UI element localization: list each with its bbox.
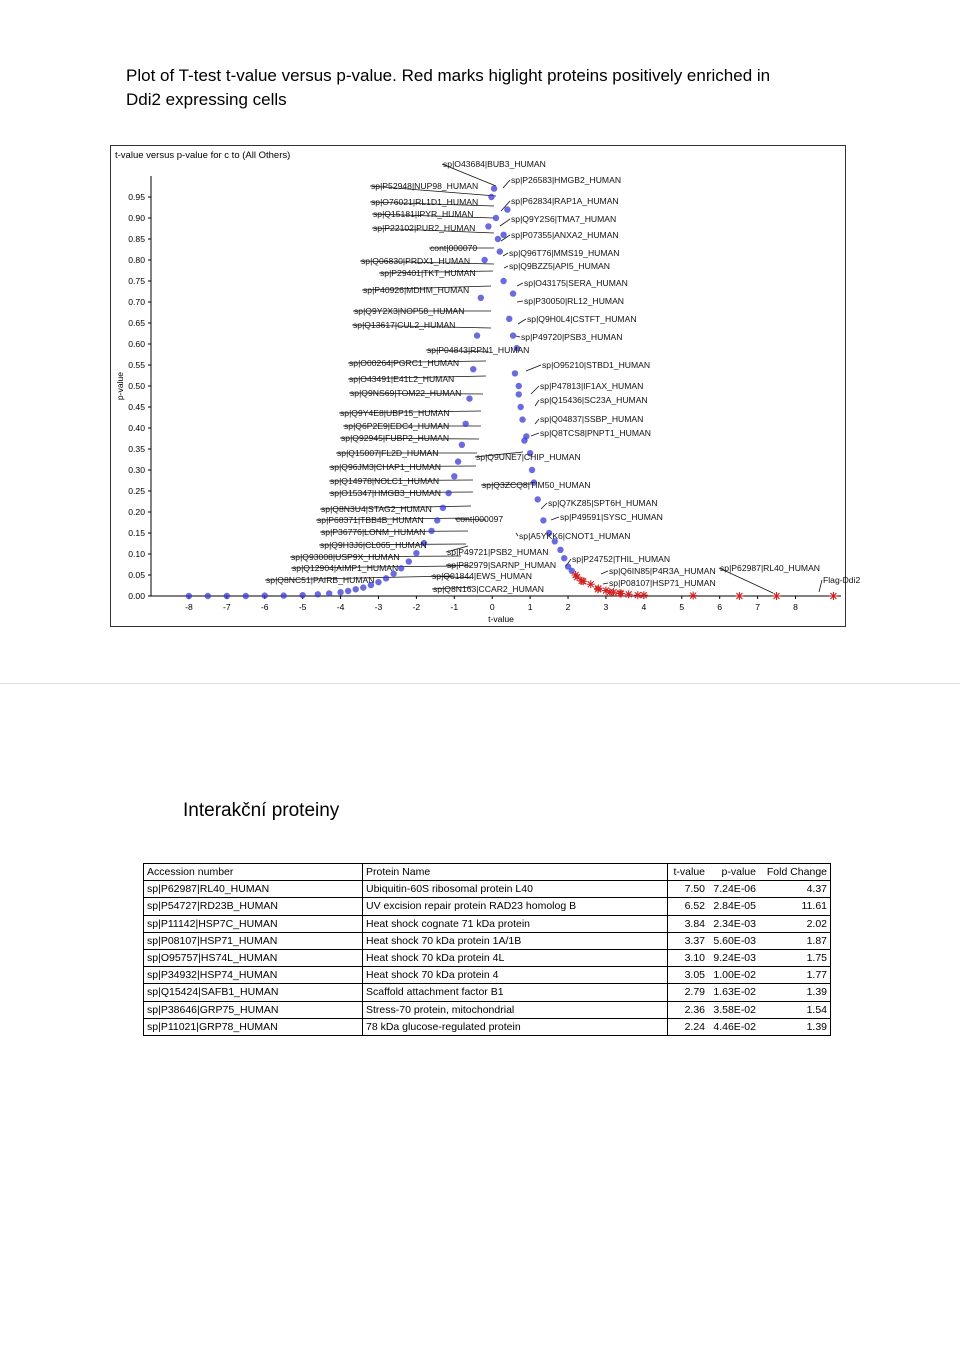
point-annotation: sp|Q6IN85|P4R3A_HUMAN [609, 566, 716, 576]
y-tick-label: 0.35 [128, 444, 145, 454]
data-point [478, 295, 484, 301]
point-annotation: sp|Q7KZ85|SPT6H_HUMAN [548, 498, 658, 508]
data-point [557, 547, 563, 553]
data-point [398, 565, 404, 571]
point-annotation: Flag-Ddi2 [823, 575, 861, 585]
annotation-leader [819, 580, 822, 592]
cell-t-value: 2.79 [668, 984, 709, 1001]
cell-fold-change: 1.39 [759, 1018, 831, 1035]
enriched-data-point [587, 580, 595, 588]
cell-fold-change: 2.02 [759, 915, 831, 932]
x-tick-label: -6 [260, 602, 269, 612]
data-point [510, 332, 516, 338]
annotation-leader [603, 583, 608, 584]
table-row [144, 1018, 831, 1035]
table-header-row [144, 864, 831, 881]
enriched-data-point [625, 590, 633, 598]
volcano-plot [111, 146, 861, 626]
cell-fold-change: 1.54 [759, 1001, 831, 1018]
point-annotation: sp|P40926|MDHM_HUMAN [363, 285, 470, 295]
cell-accession: sp|P08107|HSP71_HUMAN [144, 932, 363, 949]
point-annotation: sp|P68371|TBB4B_HUMAN [317, 515, 424, 525]
data-point [512, 370, 518, 376]
enriched-data-point [735, 592, 743, 600]
cell-protein-name: UV excision repair protein RAD23 homolog B [363, 898, 668, 915]
x-tick-label: 7 [755, 602, 760, 612]
cell-fold-change: 1.87 [759, 932, 831, 949]
data-point [493, 215, 499, 221]
x-tick-label: -5 [298, 602, 307, 612]
cell-protein-name: Heat shock cognate 71 kDa protein [363, 915, 668, 932]
cell-protein-name: Heat shock 70 kDa protein 1A/1B [363, 932, 668, 949]
annotation-leader [503, 180, 510, 188]
point-annotation: sp|Q8TCS8|PNPT1_HUMAN [540, 428, 651, 438]
y-tick-label: 0.40 [128, 423, 145, 433]
col-header-t-value: t-value [668, 864, 709, 881]
x-tick-label: -3 [374, 602, 383, 612]
data-point [466, 395, 472, 401]
col-header-fold-change: Fold Change [759, 864, 831, 881]
point-annotation: sp|Q9H0L4|CSTFT_HUMAN [527, 314, 637, 324]
cell-accession: sp|P62987|RL40_HUMAN [144, 881, 363, 898]
data-point [491, 185, 497, 191]
annotation-leader [526, 365, 541, 371]
data-point [445, 490, 451, 496]
data-point [337, 589, 343, 595]
point-annotation: sp|P62987|RL40_HUMAN [720, 563, 821, 573]
x-axis-label: t-value [488, 614, 514, 624]
enriched-data-point [594, 585, 602, 593]
point-annotation: sp|Q9Y4E8|UBP15_HUMAN [340, 408, 450, 418]
x-tick-label: 4 [641, 602, 647, 612]
y-tick-label: 0.65 [128, 318, 145, 328]
point-annotation: sp|P30050|RL12_HUMAN [524, 296, 625, 306]
table-row [144, 898, 831, 915]
data-point [205, 593, 211, 599]
point-annotation: sp|Q14978|NOLC1_HUMAN [330, 476, 440, 486]
cell-accession: sp|P38646|GRP75_HUMAN [144, 1001, 363, 1018]
data-point [406, 558, 412, 564]
point-annotation: sp|O00264|PGRC1_HUMAN [349, 358, 460, 368]
enriched-data-point [606, 588, 614, 596]
volcano-plot-figure [110, 145, 861, 627]
x-tick-label: 8 [793, 602, 798, 612]
point-annotation: sp|O43175|SERA_HUMAN [524, 278, 628, 288]
data-point [186, 593, 192, 599]
table-row [144, 984, 831, 1001]
point-annotation: sp|P49591|SYSC_HUMAN [560, 512, 663, 522]
cell-protein-name: Scaffold attachment factor B1 [363, 984, 668, 1001]
point-annotation: sp|P04843|RPN1_HUMAN [427, 345, 530, 355]
enriched-data-point [689, 592, 697, 600]
cell-t-value: 3.84 [668, 915, 709, 932]
cell-fold-change: 1.75 [759, 949, 831, 966]
cell-p-value: 5.60E-03 [708, 932, 759, 949]
x-tick-label: 3 [603, 602, 609, 612]
y-tick-label: 0.75 [128, 276, 145, 286]
point-annotation: sp|P08107|HSP71_HUMAN [609, 578, 716, 588]
y-tick-label: 0.60 [128, 339, 145, 349]
data-point [440, 505, 446, 511]
data-point [485, 223, 491, 229]
page-heading [126, 64, 846, 112]
point-annotation: sp|P22102|PUR2_HUMAN [373, 223, 476, 233]
point-annotation: sp|P49720|PSB3_HUMAN [521, 332, 623, 342]
data-point [315, 591, 321, 597]
x-tick-label: -1 [450, 602, 459, 612]
heading-line-1: Plot of T-test t-value versus p-value. Red marks higlight proteins positively enriched in [126, 66, 771, 85]
table-row [144, 932, 831, 949]
data-point [434, 517, 440, 523]
data-point [353, 586, 359, 592]
cell-protein-name: Heat shock 70 kDa protein 4 [363, 967, 668, 984]
x-tick-label: 5 [679, 602, 685, 612]
y-tick-label: 0.05 [128, 570, 145, 580]
point-annotation: sp|Q96JM3|CHAP1_HUMAN [330, 462, 441, 472]
data-point [495, 236, 501, 242]
point-annotation: sp|P24752|THIL_HUMAN [572, 554, 671, 564]
cell-protein-name: Stress-70 protein, mitochondrial [363, 1001, 668, 1018]
data-point [516, 391, 522, 397]
col-header-p-value: p-value [708, 864, 759, 881]
cell-fold-change: 11.61 [759, 898, 831, 915]
x-tick-label: 2 [565, 602, 571, 612]
x-tick-label: -7 [222, 602, 231, 612]
cell-accession: sp|O95757|HS74L_HUMAN [144, 949, 363, 966]
data-point [375, 579, 381, 585]
cell-p-value: 2.34E-03 [708, 915, 759, 932]
cell-protein-name: Ubiquitin-60S ribosomal protein L40 [363, 881, 668, 898]
enriched-data-point [616, 589, 624, 597]
data-point [299, 592, 305, 598]
point-annotation: sp|P26583|HMGB2_HUMAN [511, 175, 622, 185]
data-point [500, 232, 506, 238]
point-annotation: sp|P82979|SARNP_HUMAN [447, 560, 557, 570]
col-header-protein-name: Protein Name [363, 864, 668, 881]
data-point [517, 404, 523, 410]
point-annotation: sp|P29401|TKT_HUMAN [380, 268, 476, 278]
y-tick-label: 0.55 [128, 360, 145, 370]
data-point [510, 290, 516, 296]
annotation-leader [535, 419, 539, 424]
y-tick-label: 0.00 [128, 591, 145, 601]
data-point [519, 416, 525, 422]
point-annotation: sp|P52948|NUP98_HUMAN [371, 181, 479, 191]
data-point [521, 437, 527, 443]
annotation-leader [541, 503, 547, 509]
cell-p-value: 9.24E-03 [708, 949, 759, 966]
cell-t-value: 3.10 [668, 949, 709, 966]
cell-accession: sp|Q15424|SAFB1_HUMAN [144, 984, 363, 1001]
point-annotation: sp|Q9H3J6|CL065_HUMAN [320, 540, 427, 550]
annotation-leader [517, 283, 523, 286]
annotation-leader [531, 386, 539, 394]
point-annotation: sp|Q9Y2S6|TMA7_HUMAN [511, 214, 617, 224]
data-point [462, 421, 468, 427]
data-point [459, 442, 465, 448]
y-tick-label: 0.10 [128, 549, 145, 559]
data-point [428, 528, 434, 534]
point-annotation: sp|Q6P2E9|EDC4_HUMAN [344, 421, 450, 431]
y-tick-label: 0.85 [128, 234, 145, 244]
y-tick-label: 0.30 [128, 465, 145, 475]
cell-t-value: 7.50 [668, 881, 709, 898]
data-point [540, 517, 546, 523]
annotation-leader [535, 400, 539, 406]
point-annotation: sp|Q92945|FUBP2_HUMAN [341, 433, 450, 443]
data-point [481, 257, 487, 263]
point-annotation: sp|Q9NS69|TOM22_HUMAN [350, 388, 462, 398]
cell-t-value: 3.05 [668, 967, 709, 984]
cell-protein-name: 78 kDa glucose-regulated protein [363, 1018, 668, 1035]
point-annotation: sp|Q01844|EWS_HUMAN [432, 571, 532, 581]
point-annotation: sp|Q15007|FL2D_HUMAN [337, 448, 439, 458]
x-tick-label: -4 [336, 602, 345, 612]
annotation-leader [500, 219, 510, 226]
data-point [535, 496, 541, 502]
point-annotation: sp|P62834|RAP1A_HUMAN [511, 196, 619, 206]
point-annotation: sp|P36776|LONM_HUMAN [321, 527, 426, 537]
point-annotation: sp|Q04837|SSBP_HUMAN [540, 414, 644, 424]
cell-p-value: 1.00E-02 [708, 967, 759, 984]
cell-fold-change: 1.39 [759, 984, 831, 1001]
point-annotation: sp|O76021|RL1D1_HUMAN [371, 197, 479, 207]
y-axis-label: p-value [115, 371, 125, 401]
table-row [144, 915, 831, 932]
data-point [243, 593, 249, 599]
data-point [561, 555, 567, 561]
annotation-leader [503, 253, 508, 256]
point-annotation: sp|Q3ZCQ8|TIM50_HUMAN [482, 480, 591, 490]
enriched-data-point [773, 592, 781, 600]
point-annotation: sp|P47813|IF1AX_HUMAN [540, 381, 644, 391]
annotation-leader [551, 517, 559, 520]
cell-t-value: 2.36 [668, 1001, 709, 1018]
cell-p-value: 2.84E-05 [708, 898, 759, 915]
y-tick-label: 0.25 [128, 486, 145, 496]
col-header-accession: Accession number [144, 864, 363, 881]
cell-accession: sp|P54727|RD23B_HUMAN [144, 898, 363, 915]
cell-p-value: 3.58E-02 [708, 1001, 759, 1018]
y-tick-label: 0.95 [128, 192, 145, 202]
y-tick-label: 0.90 [128, 213, 145, 223]
data-point [497, 248, 503, 254]
x-tick-label: 1 [527, 602, 533, 612]
enriched-data-point [829, 592, 837, 600]
point-annotation: sp|Q15436|SC23A_HUMAN [540, 395, 648, 405]
data-point [280, 592, 286, 598]
data-point [413, 550, 419, 556]
x-tick-label: 0 [489, 602, 495, 612]
point-annotation: sp|Q8NC51|PAIRB_HUMAN [266, 575, 375, 585]
interaction-proteins-table [143, 863, 831, 1036]
cell-fold-change: 4.37 [759, 881, 831, 898]
data-point [506, 316, 512, 322]
annotation-leader [516, 533, 518, 536]
y-tick-label: 0.70 [128, 297, 145, 307]
cell-t-value: 2.24 [668, 1018, 709, 1035]
data-point [360, 584, 366, 590]
point-annotation: sp|Q8N3U4|STAG2_HUMAN [321, 504, 432, 514]
enriched-data-point [573, 573, 581, 581]
point-annotation: cont|000070 [430, 243, 478, 253]
annotation-leader [516, 336, 520, 337]
point-annotation: sp|O43684|BUB3_HUMAN [443, 159, 546, 169]
cell-protein-name: Heat shock 70 kDa protein 4L [363, 949, 668, 966]
cell-p-value: 1.63E-02 [708, 984, 759, 1001]
data-point [488, 194, 494, 200]
data-point [224, 593, 230, 599]
x-tick-label: 6 [717, 602, 723, 612]
data-point [500, 278, 506, 284]
data-point [529, 467, 535, 473]
table-row [144, 1001, 831, 1018]
cell-t-value: 3.37 [668, 932, 709, 949]
point-annotation: sp|P49721|PSB2_HUMAN [447, 547, 549, 557]
point-annotation: cont|000097 [456, 514, 504, 524]
enriched-data-point [640, 591, 648, 599]
data-point [474, 332, 480, 338]
point-annotation: sp|Q9UNE7|CHIP_HUMAN [476, 452, 581, 462]
page-divider [0, 683, 960, 684]
data-point [516, 383, 522, 389]
y-tick-label: 0.80 [128, 255, 145, 265]
y-tick-label: 0.20 [128, 507, 145, 517]
cell-p-value: 7.24E-06 [708, 881, 759, 898]
point-annotation: sp|Q15181|IPYR_HUMAN [373, 209, 474, 219]
y-tick-label: 0.15 [128, 528, 145, 538]
data-point [345, 588, 351, 594]
point-annotation: sp|Q9BZZ5|API5_HUMAN [509, 261, 610, 271]
annotation-leader [517, 301, 523, 302]
y-tick-label: 0.50 [128, 381, 145, 391]
data-point [383, 575, 389, 581]
point-annotation: sp|O95210|STBD1_HUMAN [542, 360, 651, 370]
annotation-leader [601, 571, 608, 574]
cell-t-value: 6.52 [668, 898, 709, 915]
cell-accession: sp|P11142|HSP7C_HUMAN [144, 915, 363, 932]
cell-p-value: 4.46E-02 [708, 1018, 759, 1035]
point-annotation: sp|O43491|E41L2_HUMAN [349, 374, 455, 384]
table-row [144, 967, 831, 984]
data-point [504, 206, 510, 212]
heading-line-2: Ddi2 expressing cells [126, 90, 287, 109]
point-annotation: sp|Q96T76|MMS19_HUMAN [509, 248, 620, 258]
cell-accession: sp|P11021|GRP78_HUMAN [144, 1018, 363, 1035]
data-point [470, 366, 476, 372]
table-row [144, 949, 831, 966]
annotation-leader [518, 319, 526, 324]
data-point [262, 592, 268, 598]
point-annotation: sp|Q13617|CUL2_HUMAN [353, 320, 456, 330]
point-annotation: sp|Q93008|USP9X_HUMAN [291, 552, 400, 562]
y-tick-label: 0.45 [128, 402, 145, 412]
data-point [455, 458, 461, 464]
x-tick-label: -8 [185, 602, 193, 612]
annotation-leader [504, 266, 508, 268]
data-point [326, 590, 332, 596]
annotation-leader [531, 433, 539, 436]
point-annotation: sp|Q9Y2X3|NOP58_HUMAN [354, 306, 465, 316]
chart-title: t-value versus p-value for c to (All Others) [115, 150, 291, 161]
point-annotation: sp|A5YKK6|CNOT1_HUMAN [519, 531, 631, 541]
cell-fold-change: 1.77 [759, 967, 831, 984]
data-point [451, 473, 457, 479]
point-annotation: sp|Q06830|PRDX1_HUMAN [361, 256, 471, 266]
table-row [144, 881, 831, 898]
x-tick-label: -2 [412, 602, 421, 612]
point-annotation: sp|Q12904|AIMP1_HUMAN [292, 563, 399, 573]
section-title: Interakční proteiny [183, 800, 340, 821]
cell-accession: sp|P34932|HSP74_HUMAN [144, 967, 363, 984]
point-annotation: sp|Q8N163|CCAR2_HUMAN [433, 584, 544, 594]
point-annotation: sp|P07355|ANXA2_HUMAN [511, 230, 619, 240]
point-annotation: sp|O15347|HMGB3_HUMAN [330, 488, 441, 498]
